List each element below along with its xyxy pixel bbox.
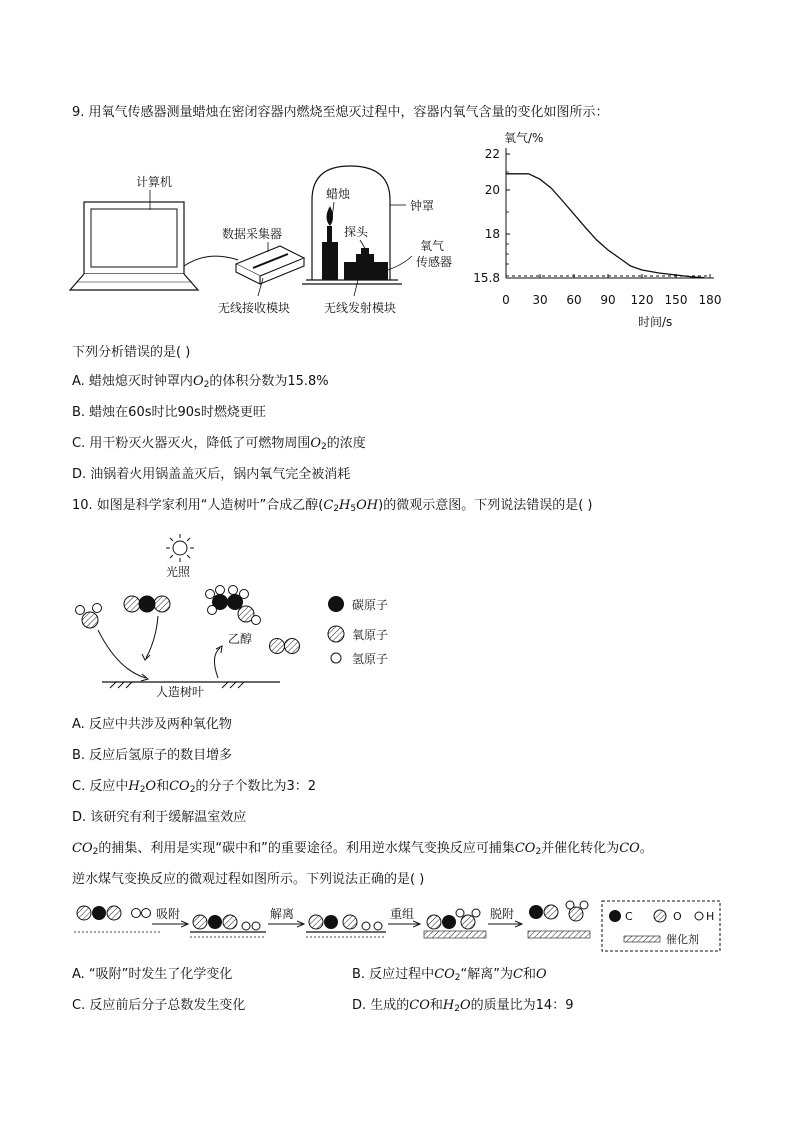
- q9-ask: 下列分析错误的是( ): [72, 345, 191, 360]
- legend-h: H: [706, 910, 715, 923]
- q10-option-a: A. 反应中共涉及两种氧化物: [72, 717, 232, 732]
- chart-x-tick-label: 90: [600, 293, 616, 307]
- q10-artificial-leaf-figure: [70, 530, 430, 700]
- step-desorb: 脱附: [490, 907, 515, 921]
- step-dissociate: 解离: [270, 907, 295, 921]
- data-collector-icon: [236, 246, 304, 284]
- legend-c: C: [625, 910, 633, 923]
- o2-molecule: [270, 639, 300, 654]
- chart-y-tick-label: 22: [484, 147, 500, 161]
- q9-apparatus-figure: [68, 160, 468, 320]
- label-bell-jar: 钟罩: [410, 199, 435, 213]
- laptop-icon: [70, 202, 198, 290]
- legend-h-icon: [695, 912, 703, 920]
- legend-oxygen-icon: [328, 626, 344, 642]
- label-light: 光照: [166, 565, 191, 579]
- chart-y-tick-label: 20: [484, 183, 500, 197]
- water-molecule: [76, 604, 102, 629]
- q11-stem-line1: $CO_2$的捕集、利用是实现“碳中和”的重要途径。利用逆水煤气变换反应可捕集$CO_2$并催化转化为CO。: [72, 841, 653, 857]
- stage-recombined: [424, 909, 486, 938]
- q9-stem: 9. 用氧气传感器测量蜡烛在密闭容器内燃烧至熄灭过程中，容器内氧气含量的变化如图所示：: [72, 105, 609, 120]
- q10-option-c: C. 反应中$H_2O$和$CO_2$的分子个数比为3：2: [72, 779, 316, 795]
- q9-option-c: C. 用干粉灭火器灭火，降低了可燃物周围$O_2$的浓度: [72, 436, 366, 452]
- chart-series-oxygen: [506, 174, 704, 278]
- label-computer: 计算机: [136, 175, 173, 189]
- q9-option-d: D. 油锅着火用锅盖盖灭后，锅内氧气完全被消耗: [72, 467, 351, 482]
- label-collector: 数据采集器: [222, 227, 283, 241]
- stage-adsorbed: [190, 915, 266, 937]
- legend-o: O: [673, 910, 682, 923]
- stage-dissociated: [306, 915, 386, 937]
- step-adsorb: 吸附: [156, 907, 181, 921]
- label-receiver: 无线接收模块: [218, 301, 291, 315]
- legend-o-icon: [654, 910, 666, 922]
- q10-stem: 10. 如图是科学家利用“人造树叶”合成乙醇$(C_2H_5OH)$的微观示意图。下列说法错误的是( ): [72, 498, 593, 514]
- q11-stem-line2: 逆水煤气变换反应的微观过程如图所示。下列说法正确的是( ): [72, 872, 425, 887]
- label-sensor-2: 传感器: [416, 255, 453, 269]
- ethanol-molecule: [206, 586, 261, 625]
- stage-desorbed: [528, 901, 590, 938]
- chart-x-tick-label: 150: [664, 293, 688, 307]
- q11-process-figure: [70, 898, 724, 956]
- chart-x-tick-label: 60: [566, 293, 582, 307]
- q9-option-a: A. 蜡烛熄灭时钟罩内$O_2$的体积分数为15.8%: [72, 374, 329, 390]
- q9-option-b: B. 蜡烛在60s时比90s时燃烧更旺: [72, 405, 266, 420]
- chart-y-tick-label: 18: [484, 227, 500, 241]
- chart-x-tick-label: 30: [532, 293, 548, 307]
- label-leaf: 人造树叶: [156, 685, 205, 699]
- candle-icon: [322, 206, 338, 280]
- label-transmitter: 无线发射模块: [324, 301, 397, 315]
- q11-option-d: D. 生成的CO和$H_2O$的质量比为14：9: [352, 998, 574, 1014]
- q10-option-d: D. 该研究有利于缓解温室效应: [72, 810, 247, 825]
- legend-carbon: 碳原子: [352, 598, 389, 612]
- legend-hydrogen-icon: [331, 653, 341, 663]
- chart-ylabel: 氧气/%: [504, 131, 544, 145]
- q11-option-a: A. “吸附”时发生了化学变化: [72, 967, 233, 982]
- legend-catalyst-icon: [624, 936, 660, 942]
- chart-y-tick-label: 15.8: [473, 271, 500, 285]
- chart-x-tick-label: 180: [698, 293, 722, 307]
- oxygen-line-chart: [470, 126, 730, 336]
- q10-option-b: B. 反应后氢原子的数目增多: [72, 748, 233, 763]
- q11-option-c: C. 反应前后分子总数发生变化: [72, 998, 246, 1013]
- sensor-probe: [344, 248, 388, 280]
- legend-oxygen: 氧原子: [352, 628, 389, 642]
- legend-catalyst: 催化剂: [666, 933, 699, 946]
- q11-option-b: B. 反应过程中$CO_2“$解离”为C和O: [352, 967, 547, 983]
- label-probe: 探头: [344, 225, 369, 239]
- chart-x-tick-label: 0: [502, 293, 510, 307]
- q11-legend: [602, 901, 720, 951]
- label-ethanol: 乙醇: [228, 632, 253, 646]
- sun-icon: [166, 534, 194, 562]
- step-recombine: 重组: [390, 907, 415, 921]
- legend-c-icon: [609, 910, 621, 922]
- stage-initial: [74, 906, 162, 932]
- label-candle: 蜡烛: [326, 187, 351, 201]
- co2-molecule: [124, 596, 170, 612]
- legend-carbon-icon: [328, 596, 344, 612]
- chart-x-tick-label: 120: [630, 293, 654, 307]
- label-sensor-1: 氧气: [420, 239, 445, 253]
- legend-hydrogen: 氢原子: [352, 652, 389, 666]
- chart-xlabel: 时间/s: [638, 315, 673, 329]
